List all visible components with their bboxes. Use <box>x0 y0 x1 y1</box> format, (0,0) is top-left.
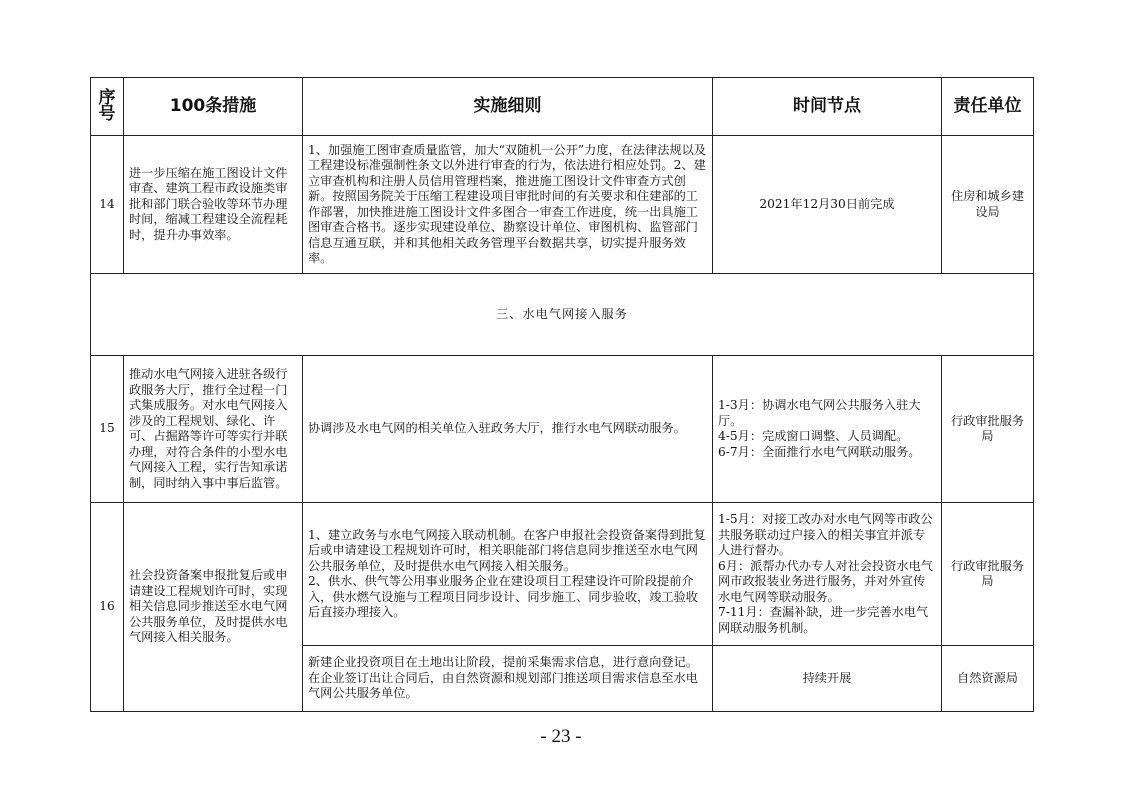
page-number: - 23 - <box>540 726 582 747</box>
time-cell: 持续开展 <box>713 646 942 712</box>
measures-table <box>90 77 1034 712</box>
header-detail: 实施细则 <box>303 78 713 136</box>
header-measure: 100条措施 <box>124 78 303 136</box>
row-number: 16 <box>91 503 124 712</box>
detail-cell <box>303 503 713 646</box>
detail-cell: 协调涉及水电气网的相关单位入驻政务大厅，推行水电气网联动服务。 <box>303 356 713 503</box>
row-number: 15 <box>91 356 124 503</box>
row-number: 14 <box>91 136 124 274</box>
header-row <box>91 78 1034 136</box>
header-seq: 序号 <box>91 78 124 136</box>
time-cell <box>713 503 942 646</box>
table-row-15 <box>91 356 1034 503</box>
unit-cell: 行政审批服务局 <box>942 356 1034 503</box>
measure-cell: 推动水电气网接入进驻各级行政服务大厅，推行全过程一门式集成服务。对水电气网接入涉及的工程规划、绿化、许可、占掘路等许可等实行并联办理，对符合条件的小型水电气网接入工程，实行告知承诺制，同时纳入事中事后监管。 <box>124 356 303 503</box>
header-unit: 责任单位 <box>942 78 1034 136</box>
detail-item: 1、建立政务与水电气网接入联动机制。在客户申报社会投资备案得到批复后或申请建设工程规划许可时，相关职能部门将信息同步推送至水电气网公共服务单位，及时提供水电气网接入相关服务。 <box>308 527 706 573</box>
time-cell: 2021年12月30日前完成 <box>713 136 942 274</box>
time-item: 4-5月：完成窗口调整、人员调配。 <box>718 429 909 443</box>
unit-cell: 行政审批服务局 <box>942 503 1034 646</box>
time-item: 7-11月：查漏补缺，进一步完善水电气网联动服务机制。 <box>718 605 929 635</box>
unit-cell: 自然资源局 <box>942 646 1034 712</box>
unit-cell: 住房和城乡建设局 <box>942 136 1034 274</box>
time-cell <box>713 356 942 503</box>
table-row-14 <box>91 136 1034 274</box>
time-item: 1-5月：对接工改办对水电气网等市政公共服务联动过户接入的相关事宜并派专人进行督办。 <box>718 512 933 557</box>
detail-cell: 1、加强施工图审查质量监管，加大“双随机一公开”力度，在法律法规以及工程建设标准强制性条文以外进行审查的行为，依法进行相应处罚。2、建立审查机构和注册人员信用管理档案，推进施工图设计文件审查方式创新。按照国务院关于压缩工程建设项目审批时间的有关要求和住建部的工作部署，加快推进施工图设计文件多图合一审查工作进度，统一出具施工图审查合格书。逐步实现建设单位、勘察设计单位、审图机构、监管部门信息互通互联，并和其他相关政务管理平台数据共享，切实提升服务效率。 <box>303 136 713 274</box>
detail-item: 2、供水、供气等公用事业服务企业在建设项目工程建设许可阶段提前介入，供水燃气设施与工程项目同步设计、同步施工、同步验收，竣工验收后直接办理接入。 <box>308 574 698 619</box>
section-row <box>91 274 1034 356</box>
section-title: 三、水电气网接入服务 <box>91 274 1034 356</box>
header-time: 时间节点 <box>713 78 942 136</box>
time-item: 6月：派帮办代办专人对社会投资水电气网市政报装业务进行服务，并对外宣传水电气网等联动服务。 <box>718 558 933 604</box>
time-item: 1-3月：协调水电气网公共服务入驻大厅。 <box>718 398 921 428</box>
measure-cell: 社会投资备案申报批复后或申请建设工程规划许可时，实现相关信息同步推送至水电气网公共服务单位，及时提供水电气网接入相关服务。 <box>124 503 303 712</box>
detail-cell: 新建企业投资项目在土地出让阶段，提前采集需求信息，进行意向登记。在企业签订出让合同后，由自然资源和规划部门推送项目需求信息至水电气网公共服务单位。 <box>303 646 713 712</box>
time-item: 6-7月：全面推行水电气网联动服务。 <box>718 444 921 459</box>
table-row-16a <box>91 503 1034 646</box>
measure-cell: 进一步压缩在施工图设计文件审查、建筑工程市政设施类审批和部门联合验收等环节办理时间，缩减工程建设全流程耗时，提升办事效率。 <box>124 136 303 274</box>
